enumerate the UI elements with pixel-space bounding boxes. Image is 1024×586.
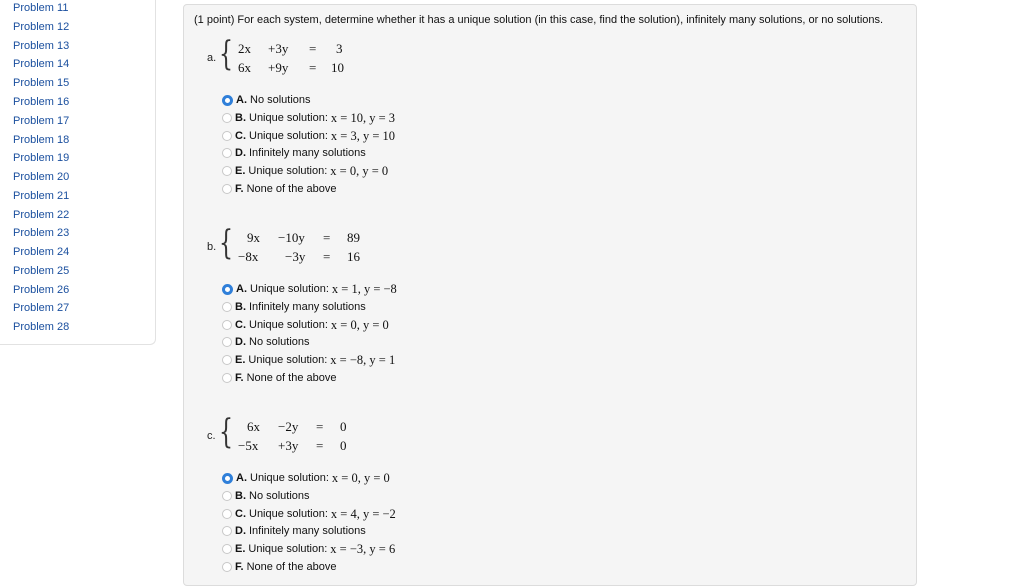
choice-letter: C. bbox=[235, 319, 246, 331]
choice-math: x = 0, y = 0 bbox=[331, 470, 390, 485]
choice-text: Infinitely many solutions bbox=[249, 147, 366, 159]
choice-a[interactable] bbox=[222, 281, 397, 297]
choice-f[interactable] bbox=[222, 181, 336, 197]
equation-rhs: 16 bbox=[347, 249, 360, 264]
left-brace: { bbox=[219, 34, 234, 74]
radio-icon[interactable] bbox=[222, 131, 232, 141]
part-label: b. bbox=[207, 241, 217, 253]
choice-letter: C. bbox=[235, 508, 246, 520]
equation-equals: = bbox=[316, 419, 324, 434]
equation-term: −2y bbox=[278, 419, 299, 434]
equation-rhs: 3 bbox=[336, 41, 343, 56]
choice-b[interactable] bbox=[222, 110, 395, 126]
radio-icon[interactable] bbox=[222, 337, 232, 347]
sidebar-item-problem-20[interactable]: Problem 20 bbox=[13, 171, 70, 183]
radio-icon[interactable] bbox=[222, 184, 232, 194]
radio-icon[interactable] bbox=[222, 509, 232, 519]
radio-icon[interactable] bbox=[222, 562, 232, 572]
radio-icon[interactable] bbox=[222, 166, 232, 176]
left-brace: { bbox=[219, 223, 234, 263]
choice-letter: B. bbox=[235, 490, 246, 502]
sidebar-item-problem-16[interactable]: Problem 16 bbox=[13, 96, 70, 108]
equation-term: 6x bbox=[238, 60, 251, 75]
choice-text: Unique solution: bbox=[249, 130, 328, 142]
sidebar-item-problem-13[interactable]: Problem 13 bbox=[13, 40, 70, 52]
radio-icon[interactable] bbox=[222, 148, 232, 158]
sidebar-item-problem-24[interactable]: Problem 24 bbox=[13, 246, 70, 258]
choice-text: Unique solution: bbox=[249, 319, 328, 331]
choice-a[interactable] bbox=[222, 470, 390, 486]
choice-text: Unique solution: bbox=[250, 283, 329, 295]
choice-math: x = 10, y = 3 bbox=[330, 110, 395, 125]
radio-icon[interactable] bbox=[222, 355, 232, 365]
choice-letter: B. bbox=[235, 301, 246, 313]
radio-icon[interactable] bbox=[222, 113, 232, 123]
choice-math: x = 4, y = −2 bbox=[330, 506, 396, 521]
equation-term: −3y bbox=[285, 249, 306, 264]
choice-letter: F. bbox=[235, 183, 244, 195]
equation-term: −5x bbox=[238, 438, 259, 453]
choice-text: No solutions bbox=[249, 490, 310, 502]
choice-math: x = 0, y = 0 bbox=[330, 163, 389, 178]
sidebar-item-problem-28[interactable]: Problem 28 bbox=[13, 321, 70, 333]
choice-f[interactable] bbox=[222, 559, 336, 575]
choice-letter: D. bbox=[235, 147, 246, 159]
equation-rhs: 10 bbox=[331, 60, 344, 75]
choice-c[interactable] bbox=[222, 506, 396, 522]
choice-letter: A. bbox=[236, 472, 247, 484]
equation-equals: = bbox=[309, 60, 317, 75]
sidebar-item-problem-21[interactable]: Problem 21 bbox=[13, 190, 70, 202]
choice-text: Infinitely many solutions bbox=[249, 525, 366, 537]
choice-c[interactable] bbox=[222, 317, 389, 333]
radio-icon[interactable] bbox=[222, 491, 232, 501]
choice-f[interactable] bbox=[222, 370, 336, 386]
choice-text: Unique solution: bbox=[248, 543, 328, 555]
equation-term: −10y bbox=[278, 230, 305, 245]
choice-b[interactable] bbox=[222, 488, 310, 504]
choice-letter: A. bbox=[236, 283, 247, 295]
choice-letter: F. bbox=[235, 372, 244, 384]
equation-equals: = bbox=[323, 249, 331, 264]
equation-rhs: 0 bbox=[340, 419, 347, 434]
sidebar-item-problem-26[interactable]: Problem 26 bbox=[13, 284, 70, 296]
radio-icon[interactable] bbox=[222, 302, 232, 312]
choice-letter: E. bbox=[235, 354, 246, 366]
choice-text: No solutions bbox=[250, 94, 311, 106]
equation-equals: = bbox=[309, 41, 317, 56]
choice-letter: D. bbox=[235, 336, 246, 348]
choice-text: None of the above bbox=[246, 372, 337, 384]
radio-selected-icon[interactable] bbox=[222, 95, 233, 106]
sidebar-item-problem-12[interactable]: Problem 12 bbox=[13, 21, 70, 33]
choice-text: Unique solution: bbox=[248, 354, 328, 366]
problem-prompt: (1 point) For each system, determine whether it has a unique solution (in this case, find the solution), infinitely many solutions, or no solutions. bbox=[194, 14, 884, 26]
equation-rhs: 0 bbox=[340, 438, 347, 453]
choice-a[interactable] bbox=[222, 92, 311, 108]
radio-icon[interactable] bbox=[222, 373, 232, 383]
choice-text: Unique solution: bbox=[249, 112, 328, 124]
sidebar-item-problem-17[interactable]: Problem 17 bbox=[13, 115, 70, 127]
equation-equals: = bbox=[316, 438, 324, 453]
choice-d[interactable] bbox=[222, 145, 366, 161]
radio-selected-icon[interactable] bbox=[222, 473, 233, 484]
equation-rhs: 89 bbox=[347, 230, 360, 245]
choice-e[interactable] bbox=[222, 541, 395, 557]
equation-term: +3y bbox=[268, 41, 289, 56]
choice-e[interactable] bbox=[222, 163, 388, 179]
choice-text: Unique solution: bbox=[248, 165, 328, 177]
equation-term: 2x bbox=[238, 41, 251, 56]
sidebar-item-problem-27[interactable]: Problem 27 bbox=[13, 302, 70, 314]
equation-term: +3y bbox=[278, 438, 299, 453]
left-brace: { bbox=[219, 412, 234, 452]
choice-c[interactable] bbox=[222, 128, 395, 144]
sidebar-item-problem-11[interactable]: Problem 11 bbox=[13, 2, 69, 14]
choice-math: x = 0, y = 0 bbox=[330, 317, 389, 332]
choice-text: Unique solution: bbox=[249, 508, 328, 520]
radio-icon[interactable] bbox=[222, 320, 232, 330]
choice-math: x = −8, y = 1 bbox=[330, 352, 396, 367]
equation-term: 9x bbox=[247, 230, 260, 245]
choice-d[interactable] bbox=[222, 334, 310, 350]
radio-icon[interactable] bbox=[222, 544, 232, 554]
choice-b[interactable] bbox=[222, 299, 366, 315]
choice-text: None of the above bbox=[246, 183, 337, 195]
sidebar-item-problem-14[interactable]: Problem 14 bbox=[13, 58, 70, 70]
choice-math: x = 3, y = 10 bbox=[330, 128, 395, 143]
choice-d[interactable] bbox=[222, 523, 366, 539]
choice-letter: D. bbox=[235, 525, 246, 537]
sidebar-item-problem-25[interactable]: Problem 25 bbox=[13, 265, 70, 277]
problem-list-sidebar bbox=[0, 0, 156, 345]
choice-text: No solutions bbox=[249, 336, 310, 348]
problem-panel bbox=[183, 4, 917, 586]
sidebar-item-problem-22[interactable]: Problem 22 bbox=[13, 209, 70, 221]
sidebar-item-problem-15[interactable]: Problem 15 bbox=[13, 77, 70, 89]
equation-term: −8x bbox=[238, 249, 259, 264]
equation-term: 6x bbox=[247, 419, 260, 434]
sidebar-item-problem-19[interactable]: Problem 19 bbox=[13, 152, 70, 164]
choice-letter: E. bbox=[235, 165, 246, 177]
choice-math: x = −3, y = 6 bbox=[330, 541, 396, 556]
choice-letter: C. bbox=[235, 130, 246, 142]
radio-icon[interactable] bbox=[222, 526, 232, 536]
choice-text: Unique solution: bbox=[250, 472, 329, 484]
equation-term: +9y bbox=[268, 60, 289, 75]
choice-math: x = 1, y = −8 bbox=[331, 281, 397, 296]
choice-letter: E. bbox=[235, 543, 246, 555]
part-label: c. bbox=[207, 430, 216, 442]
sidebar-item-problem-18[interactable]: Problem 18 bbox=[13, 134, 70, 146]
radio-selected-icon[interactable] bbox=[222, 284, 233, 295]
choice-text: None of the above bbox=[246, 561, 337, 573]
choice-letter: B. bbox=[235, 112, 246, 124]
choice-letter: A. bbox=[236, 94, 247, 106]
choice-letter: F. bbox=[235, 561, 244, 573]
sidebar-item-problem-23[interactable]: Problem 23 bbox=[13, 227, 70, 239]
choice-e[interactable] bbox=[222, 352, 395, 368]
equation-equals: = bbox=[323, 230, 331, 245]
choice-text: Infinitely many solutions bbox=[249, 301, 366, 313]
part-label: a. bbox=[207, 52, 217, 64]
